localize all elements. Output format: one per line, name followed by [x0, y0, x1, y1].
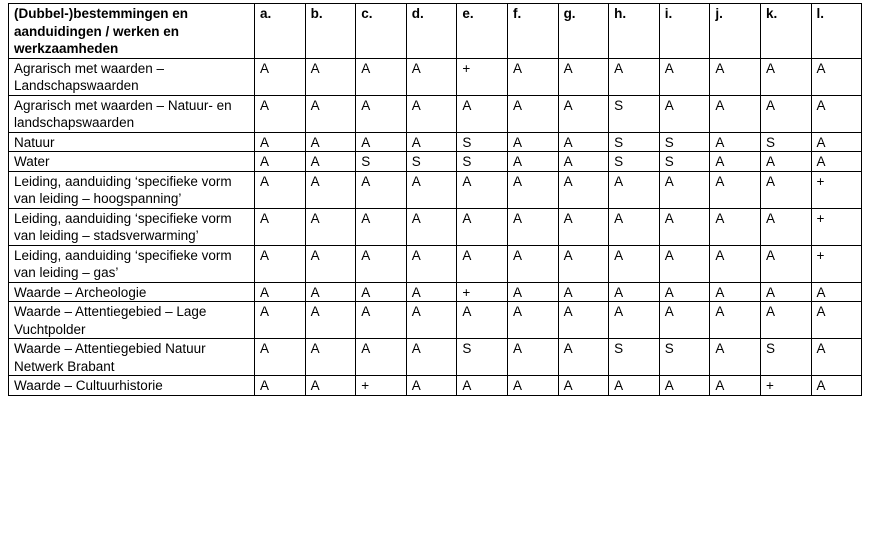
value-cell: A [760, 282, 811, 302]
value-cell: A [406, 58, 457, 95]
value-cell: A [305, 208, 356, 245]
value-cell: A [558, 245, 609, 282]
value-cell: + [811, 245, 862, 282]
value-cell: A [710, 132, 761, 152]
table-row [9, 58, 862, 95]
value-cell: A [710, 152, 761, 172]
value-cell: A [255, 171, 306, 208]
value-cell: A [507, 208, 558, 245]
value-cell: A [356, 245, 407, 282]
value-cell: A [811, 58, 862, 95]
value-cell: + [457, 282, 508, 302]
row-label-cell: Waarde – Cultuurhistorie [9, 376, 255, 396]
value-cell: A [305, 132, 356, 152]
value-cell: S [760, 339, 811, 376]
value-cell: A [406, 302, 457, 339]
value-cell: A [811, 132, 862, 152]
value-cell: A [255, 282, 306, 302]
value-cell: A [305, 339, 356, 376]
value-cell: A [659, 58, 710, 95]
value-cell: S [356, 152, 407, 172]
value-cell: A [811, 302, 862, 339]
column-header-l: l. [811, 4, 862, 59]
value-cell: A [406, 245, 457, 282]
value-cell: + [811, 171, 862, 208]
column-header-k: k. [760, 4, 811, 59]
row-label-cell: Leiding, aanduiding ‘specifieke vorm van leiding – hoogspanning’ [9, 171, 255, 208]
value-cell: A [406, 132, 457, 152]
value-cell: A [507, 95, 558, 132]
value-cell: A [609, 245, 660, 282]
value-cell: A [558, 302, 609, 339]
value-cell: A [558, 95, 609, 132]
value-cell: A [356, 282, 407, 302]
value-cell: A [710, 302, 761, 339]
table-row [9, 171, 862, 208]
value-cell: A [457, 171, 508, 208]
value-cell: A [507, 132, 558, 152]
value-cell: A [457, 245, 508, 282]
value-cell: A [255, 376, 306, 396]
value-cell: A [305, 58, 356, 95]
value-cell: A [406, 339, 457, 376]
value-cell: A [507, 152, 558, 172]
row-label-cell: Leiding, aanduiding ‘specifieke vorm van leiding – gas’ [9, 245, 255, 282]
value-cell: S [760, 132, 811, 152]
value-cell: A [457, 302, 508, 339]
value-cell: A [507, 339, 558, 376]
column-header-a: a. [255, 4, 306, 59]
value-cell: A [710, 376, 761, 396]
value-cell: A [710, 208, 761, 245]
value-cell: A [356, 339, 407, 376]
value-cell: S [457, 339, 508, 376]
table-row [9, 95, 862, 132]
value-cell: A [760, 171, 811, 208]
value-cell: A [659, 245, 710, 282]
table-row [9, 132, 862, 152]
value-cell: A [558, 58, 609, 95]
value-cell: A [710, 171, 761, 208]
value-cell: A [609, 208, 660, 245]
value-cell: A [507, 58, 558, 95]
permit-matrix-table [8, 3, 862, 396]
row-label-cell: Natuur [9, 132, 255, 152]
value-cell: A [305, 95, 356, 132]
column-header-f: f. [507, 4, 558, 59]
value-cell: S [659, 132, 710, 152]
value-cell: A [507, 171, 558, 208]
value-cell: A [760, 58, 811, 95]
value-cell: A [710, 245, 761, 282]
column-header-g: g. [558, 4, 609, 59]
value-cell: A [811, 95, 862, 132]
value-cell: S [457, 132, 508, 152]
value-cell: A [305, 376, 356, 396]
value-cell: A [356, 208, 407, 245]
value-cell: A [760, 245, 811, 282]
value-cell: S [609, 95, 660, 132]
value-cell: A [558, 376, 609, 396]
column-header-e: e. [457, 4, 508, 59]
value-cell: A [255, 302, 306, 339]
value-cell: A [406, 376, 457, 396]
value-cell: A [305, 282, 356, 302]
value-cell: S [659, 339, 710, 376]
column-header-h: h. [609, 4, 660, 59]
value-cell: + [760, 376, 811, 396]
value-cell: A [659, 208, 710, 245]
row-label-cell: Agrarisch met waarden – Natuur- en landschapswaarden [9, 95, 255, 132]
value-cell: A [305, 171, 356, 208]
value-cell: A [558, 152, 609, 172]
value-cell: A [811, 376, 862, 396]
column-header-c: c. [356, 4, 407, 59]
column-header-i: i. [659, 4, 710, 59]
value-cell: A [760, 208, 811, 245]
value-cell: A [609, 58, 660, 95]
value-cell: A [457, 376, 508, 396]
value-cell: A [760, 152, 811, 172]
value-cell: A [609, 302, 660, 339]
value-cell: A [558, 339, 609, 376]
value-cell: A [356, 95, 407, 132]
value-cell: A [356, 58, 407, 95]
value-cell: A [255, 245, 306, 282]
value-cell: A [255, 95, 306, 132]
table-row [9, 152, 862, 172]
row-label-cell: Waarde – Attentiegebied Natuur Netwerk Brabant [9, 339, 255, 376]
table-header-row [9, 4, 862, 59]
value-cell: A [305, 152, 356, 172]
value-cell: A [406, 171, 457, 208]
value-cell: A [710, 95, 761, 132]
value-cell: + [457, 58, 508, 95]
value-cell: A [558, 132, 609, 152]
column-header-d: d. [406, 4, 457, 59]
value-cell: A [305, 302, 356, 339]
value-cell: A [356, 132, 407, 152]
row-label-cell: Leiding, aanduiding ‘specifieke vorm van leiding – stadsverwarming’ [9, 208, 255, 245]
table-row [9, 376, 862, 396]
value-cell: + [356, 376, 407, 396]
value-cell: A [760, 95, 811, 132]
value-cell: A [609, 282, 660, 302]
value-cell: A [457, 95, 508, 132]
value-cell: A [356, 171, 407, 208]
value-cell: A [507, 376, 558, 396]
value-cell: A [406, 208, 457, 245]
value-cell: A [255, 152, 306, 172]
table-row [9, 339, 862, 376]
value-cell: A [659, 282, 710, 302]
value-cell: S [609, 132, 660, 152]
value-cell: A [811, 152, 862, 172]
column-header-b: b. [305, 4, 356, 59]
value-cell: A [811, 339, 862, 376]
value-cell: S [609, 152, 660, 172]
value-cell: A [507, 282, 558, 302]
row-label-cell: Waarde – Archeologie [9, 282, 255, 302]
value-cell: A [356, 302, 407, 339]
value-cell: A [558, 171, 609, 208]
table-row [9, 282, 862, 302]
value-cell: A [406, 95, 457, 132]
value-cell: A [609, 171, 660, 208]
header-label-cell: (Dubbel-)bestemmingen en aanduidingen / werken en werkzaamheden [9, 4, 255, 59]
value-cell: A [659, 302, 710, 339]
column-header-j: j. [710, 4, 761, 59]
value-cell: A [710, 58, 761, 95]
table-row [9, 302, 862, 339]
value-cell: A [710, 339, 761, 376]
value-cell: A [457, 208, 508, 245]
value-cell: A [710, 282, 761, 302]
row-label-cell: Agrarisch met waarden – Landschapswaarden [9, 58, 255, 95]
value-cell: A [305, 245, 356, 282]
value-cell: A [659, 376, 710, 396]
value-cell: S [457, 152, 508, 172]
row-label-cell: Water [9, 152, 255, 172]
value-cell: A [507, 302, 558, 339]
table-body [9, 58, 862, 395]
value-cell: + [811, 208, 862, 245]
value-cell: A [558, 282, 609, 302]
value-cell: A [255, 339, 306, 376]
value-cell: A [609, 376, 660, 396]
value-cell: S [406, 152, 457, 172]
value-cell: A [659, 95, 710, 132]
value-cell: A [811, 282, 862, 302]
value-cell: A [659, 171, 710, 208]
value-cell: A [255, 132, 306, 152]
table-row [9, 208, 862, 245]
value-cell: A [558, 208, 609, 245]
value-cell: S [609, 339, 660, 376]
value-cell: A [255, 208, 306, 245]
value-cell: A [507, 245, 558, 282]
table-row [9, 245, 862, 282]
value-cell: A [255, 58, 306, 95]
value-cell: S [659, 152, 710, 172]
value-cell: A [406, 282, 457, 302]
row-label-cell: Waarde – Attentiegebied – Lage Vuchtpolder [9, 302, 255, 339]
value-cell: A [760, 302, 811, 339]
